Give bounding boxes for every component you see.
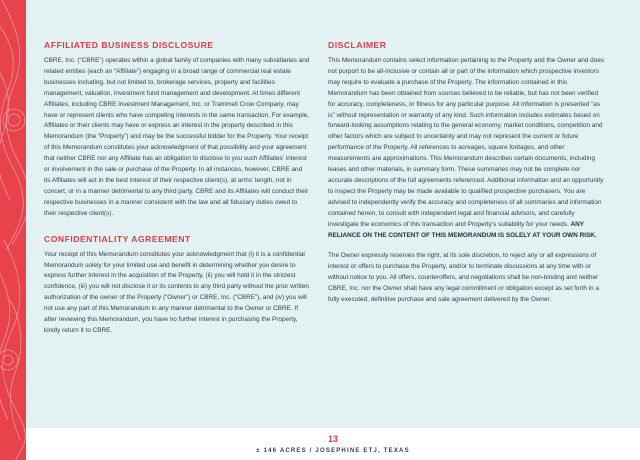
disclaimer-body-text: This Memorandum contains select information pertaining to the Property and the Owner and does not purport to be all-inclusive or contain all or part of the information which prospective investors may require to evaluate a purchase of the Property. The information contained in this Memorandum has been obtained from sources believed to be reliable, but has not been verified for accuracy, completeness, or fitness for any particular purpose. All information is presented “as is” without representation or warranty of any kind. Such information includes estimates based on forward-looking assumptions relating to the general economy, market conditions, competition and other factors which are subject to uncertainty and may not represent the current or future performance of the Property. All references to acreages, square footages, and other measurements are approximations. This Memorandum describes certain documents, including leases and other materials, in summary form. These summaries may not be complete nor accurate descriptions of the full agreements referenced. Additional information and an opportunity to inspect the Property may be made available to qualified prospective purchasers. You are advised to independently verify the accuracy and completeness of all summaries and information contained herein, to consult with independent legal and financial advisors, and carefully investigate the economics of this transaction and Property’s suitability for your needs. xyxy=(328,57,605,228)
affiliated-business-disclosure-section xyxy=(44,40,310,220)
affiliated-business-disclosure-body: CBRE, Inc. (“CBRE”) operates within a global family of companies with many subsidiaries and related entities (each an “Affiliate”) engaging in a broad range of commercial real estate businesses including, but not limited to, brokerage services, property and facilities management, valuation, investment fund management and development. At times different Affiliates, including CBRE Investment Management, Inc. or Trammell Crow Company, may have or represent clients who have competing interests in the same transaction. For example, Affiliates or their clients may have or express an interest in the property described in this Memorandum (the “Property”) and may be the successful bidder for the Property. Your receipt of this Memorandum constitutes your acknowledgment of that possibility and your agreement that neither CBRE nor any Affiliate has an obligation to disclose to you such Affiliates’ interest or involvement in the sale or purchase of the Property. In all instances, however, CBRE and its Affiliates will act in the best interest of their respective client(s), at arms’ length, not in concert, or in a manner detrimental to any third party. CBRE and its Affiliates will conduct their respective businesses in a manner consistent with the law and all fiduciary duties owed to their respective client(s). xyxy=(44,57,310,217)
disclaimer-section xyxy=(328,40,604,306)
confidentiality-agreement-section xyxy=(44,234,310,337)
disclaimer-body xyxy=(328,56,604,241)
disclaimer-emphasis: ANY RELIANCE ON THE CONTENT OF THIS MEMORANDUM IS SOLELY AT YOUR OWN RISK. xyxy=(328,220,597,239)
page-number: 13 xyxy=(327,434,338,444)
affiliated-business-disclosure-heading: AFFILIATED BUSINESS DISCLOSURE xyxy=(44,40,214,50)
page-footer xyxy=(26,428,640,460)
footer-property-caption: ± 146 ACRES / JOSEPHINE ETJ, TEXAS xyxy=(256,448,410,454)
left-column xyxy=(44,40,310,351)
topographic-pattern-icon xyxy=(0,0,26,460)
right-column xyxy=(328,40,604,320)
disclaimer-heading: DISCLAIMER xyxy=(328,40,387,50)
disclaimer-body-2: The Owner expressly reserves the right, at its sole discretion, to reject any or all expressions of interest or offers to purchase the Property, and/or to terminate discussions at any time with or without notice to you. All offers, counteroffers, and negotiations shall be non-binding and neither CBRE, Inc. nor the Owner shall have any legal commitment or obligation except as set forth in a fully executed, definitive purchase and sale agreement delivered by the Owner. xyxy=(328,252,600,304)
decorative-sidebar xyxy=(0,0,26,460)
confidentiality-agreement-heading: CONFIDENTIALITY AGREEMENT xyxy=(44,233,191,244)
confidentiality-agreement-body: Your receipt of this Memorandum constitutes your acknowledgment that (i) it is a confidential Memorandum solely for your limited use and benefit in determining whether you desire to express further interest in the acquisition of the Property, (ii) you will hold it in the strictest confidence, (iii) you will not disclose it or its contents to any third party without the prior written authorization of the owner of the Property (“Owner”) or CBRE, Inc. (“CBRE”), and (iv) you will not use any part of this Memorandum in any manner detrimental to the Owner or CBRE. If after reviewing this Memorandum, you have no further interest in purchasing the Property, kindly return it to CBRE. xyxy=(44,250,309,334)
